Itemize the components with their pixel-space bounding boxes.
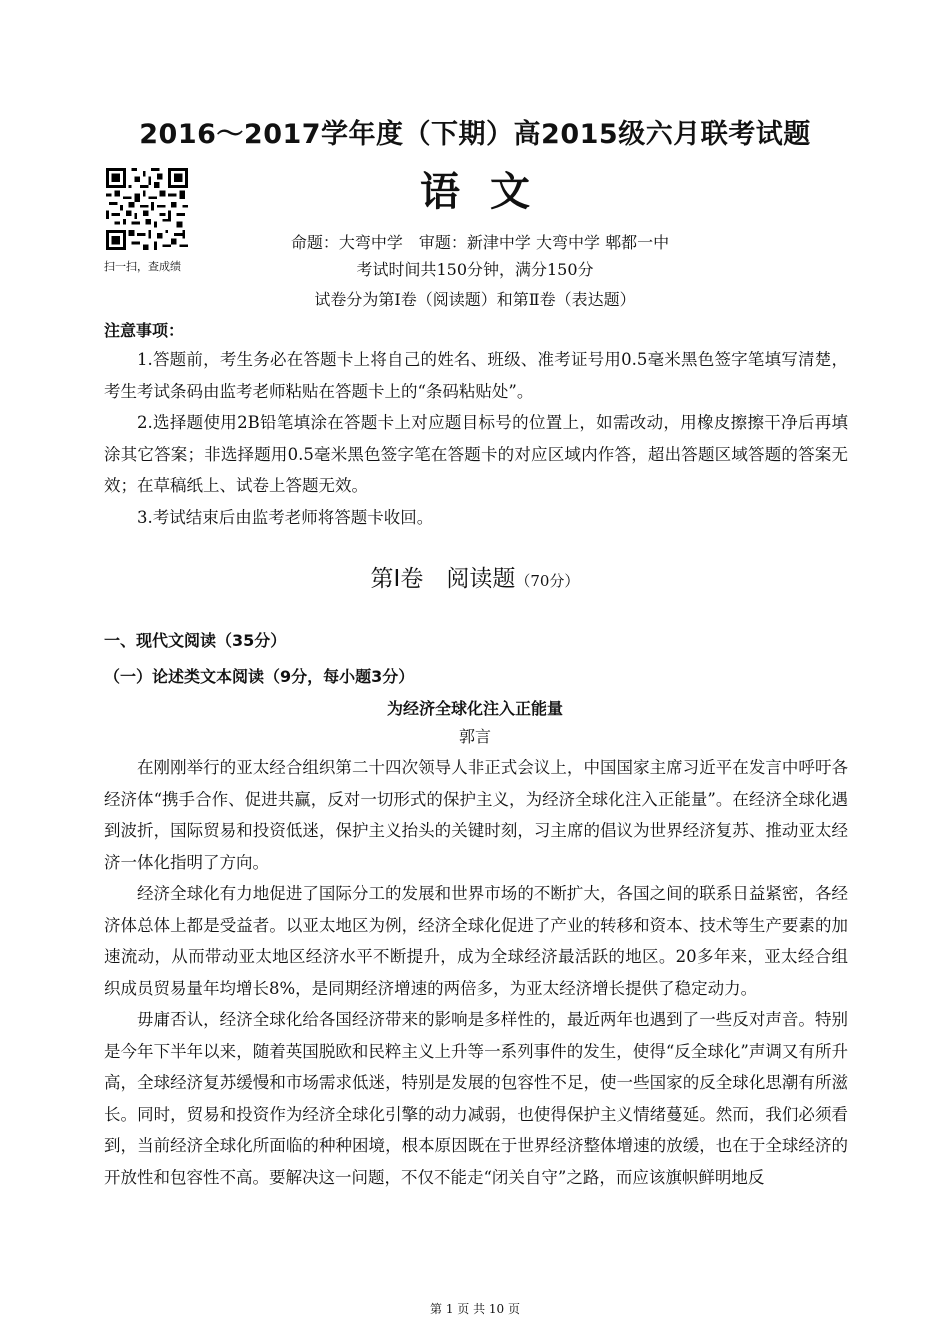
article-author: 郭言 bbox=[458, 727, 491, 746]
section-score: （70分） bbox=[515, 572, 580, 590]
paper-structure: 试卷分为第Ⅰ卷（阅读题）和第Ⅱ卷（表达题） bbox=[314, 290, 636, 309]
article-title: 为经济全球化注入正能量 bbox=[386, 699, 563, 718]
notes-heading: 注意事项： bbox=[104, 321, 185, 340]
section-title-text: 第Ⅰ卷 阅读题 bbox=[370, 566, 516, 592]
article-paragraph: 在刚刚举行的亚太经合组织第二十四次领导人非正式会议上，中国国家主席习近平在发言中呼吁各经济体“携手合作、促进共赢，反对一切形式的保护主义，为经济全球化注入正能量”。在经济全球化遇到波折，国际贸易和投资低迷，保护主义抬头的关键时刻，习主席的倡议为世界经济复苏、推动亚太经济一体化指明了方向。 bbox=[104, 758, 848, 872]
subject-title: 语文 bbox=[420, 168, 560, 215]
article-body bbox=[104, 752, 848, 1193]
exam-time-info: 考试时间共150分钟，满分150分 bbox=[356, 260, 594, 279]
note-item: 1.答题前，考生务必在答题卡上将自己的姓名、班级、准考证号用0.5毫米黑色签字笔填写清楚，考生考试条码由监考老师粘贴在答题卡上的“条码粘贴处”。 bbox=[104, 350, 848, 401]
subpart-heading: （一）论述类文本阅读（9分，每小题3分） bbox=[104, 667, 415, 686]
section-title bbox=[0, 560, 950, 593]
notes-list bbox=[104, 344, 848, 533]
part-heading: 一、现代文阅读（35分） bbox=[104, 631, 287, 650]
note-item: 3.考试结束后由监考老师将答题卡收回。 bbox=[137, 507, 434, 527]
exam-title: 2016～2017学年度（下期）高2015级六月联考试题 bbox=[139, 119, 811, 150]
page-footer: 第 1 页 共 10 页 bbox=[430, 1302, 520, 1316]
article-paragraph: 经济全球化有力地促进了国际分工的发展和世界市场的不断扩大，各国之间的联系日益紧密，各经济体总体上都是受益者。以亚太地区为例，经济全球化促进了产业的转移和资本、技术等生产要素的加速流动，从而带动亚太地区经济水平不断提升，成为全球经济最活跃的地区。20多年来，亚太经合组织成员贸易量年均增长8%，是同期经济增速的两倍多，为亚太经济增长提供了稳定动力。 bbox=[104, 884, 848, 998]
qr-caption: 扫一扫，查成绩 bbox=[104, 260, 181, 273]
article-paragraph: 毋庸否认，经济全球化给各国经济带来的影响是多样性的，最近两年也遇到了一些反对声音。特别是今年下半年以来，随着英国脱欧和民粹主义上升等一系列事件的发生，使得“反全球化”声调又有所升高，全球经济复苏缓慢和市场需求低迷，特别是发展的包容性不足，使一些国家的反全球化思潮有所滋长。同时，贸易和投资作为经济全球化引擎的动力减弱，也使得保护主义情绪蔓延。然而，我们必须看到，当前经济全球化所面临的种种困境，根本原因既在于世界经济整体增速的放缓，也在于全球经济的开放性和包容性不高。要解决这一问题，不仅不能走“闭关自守”之路，而应该旗帜鲜明地反 bbox=[104, 1010, 848, 1187]
exam-authors: 命题：大弯中学 审题：新津中学 大弯中学 郫都一中 bbox=[290, 233, 670, 252]
note-item: 2.选择题使用2B铅笔填涂在答题卡上对应题目标号的位置上，如需改动，用橡皮擦擦干净后再填涂其它答案；非选择题用0.5毫米黑色签字笔在答题卡的对应区域内作答，超出答题区域答题的答案无效；在草稿纸上、试卷上答题无效。 bbox=[104, 413, 848, 495]
